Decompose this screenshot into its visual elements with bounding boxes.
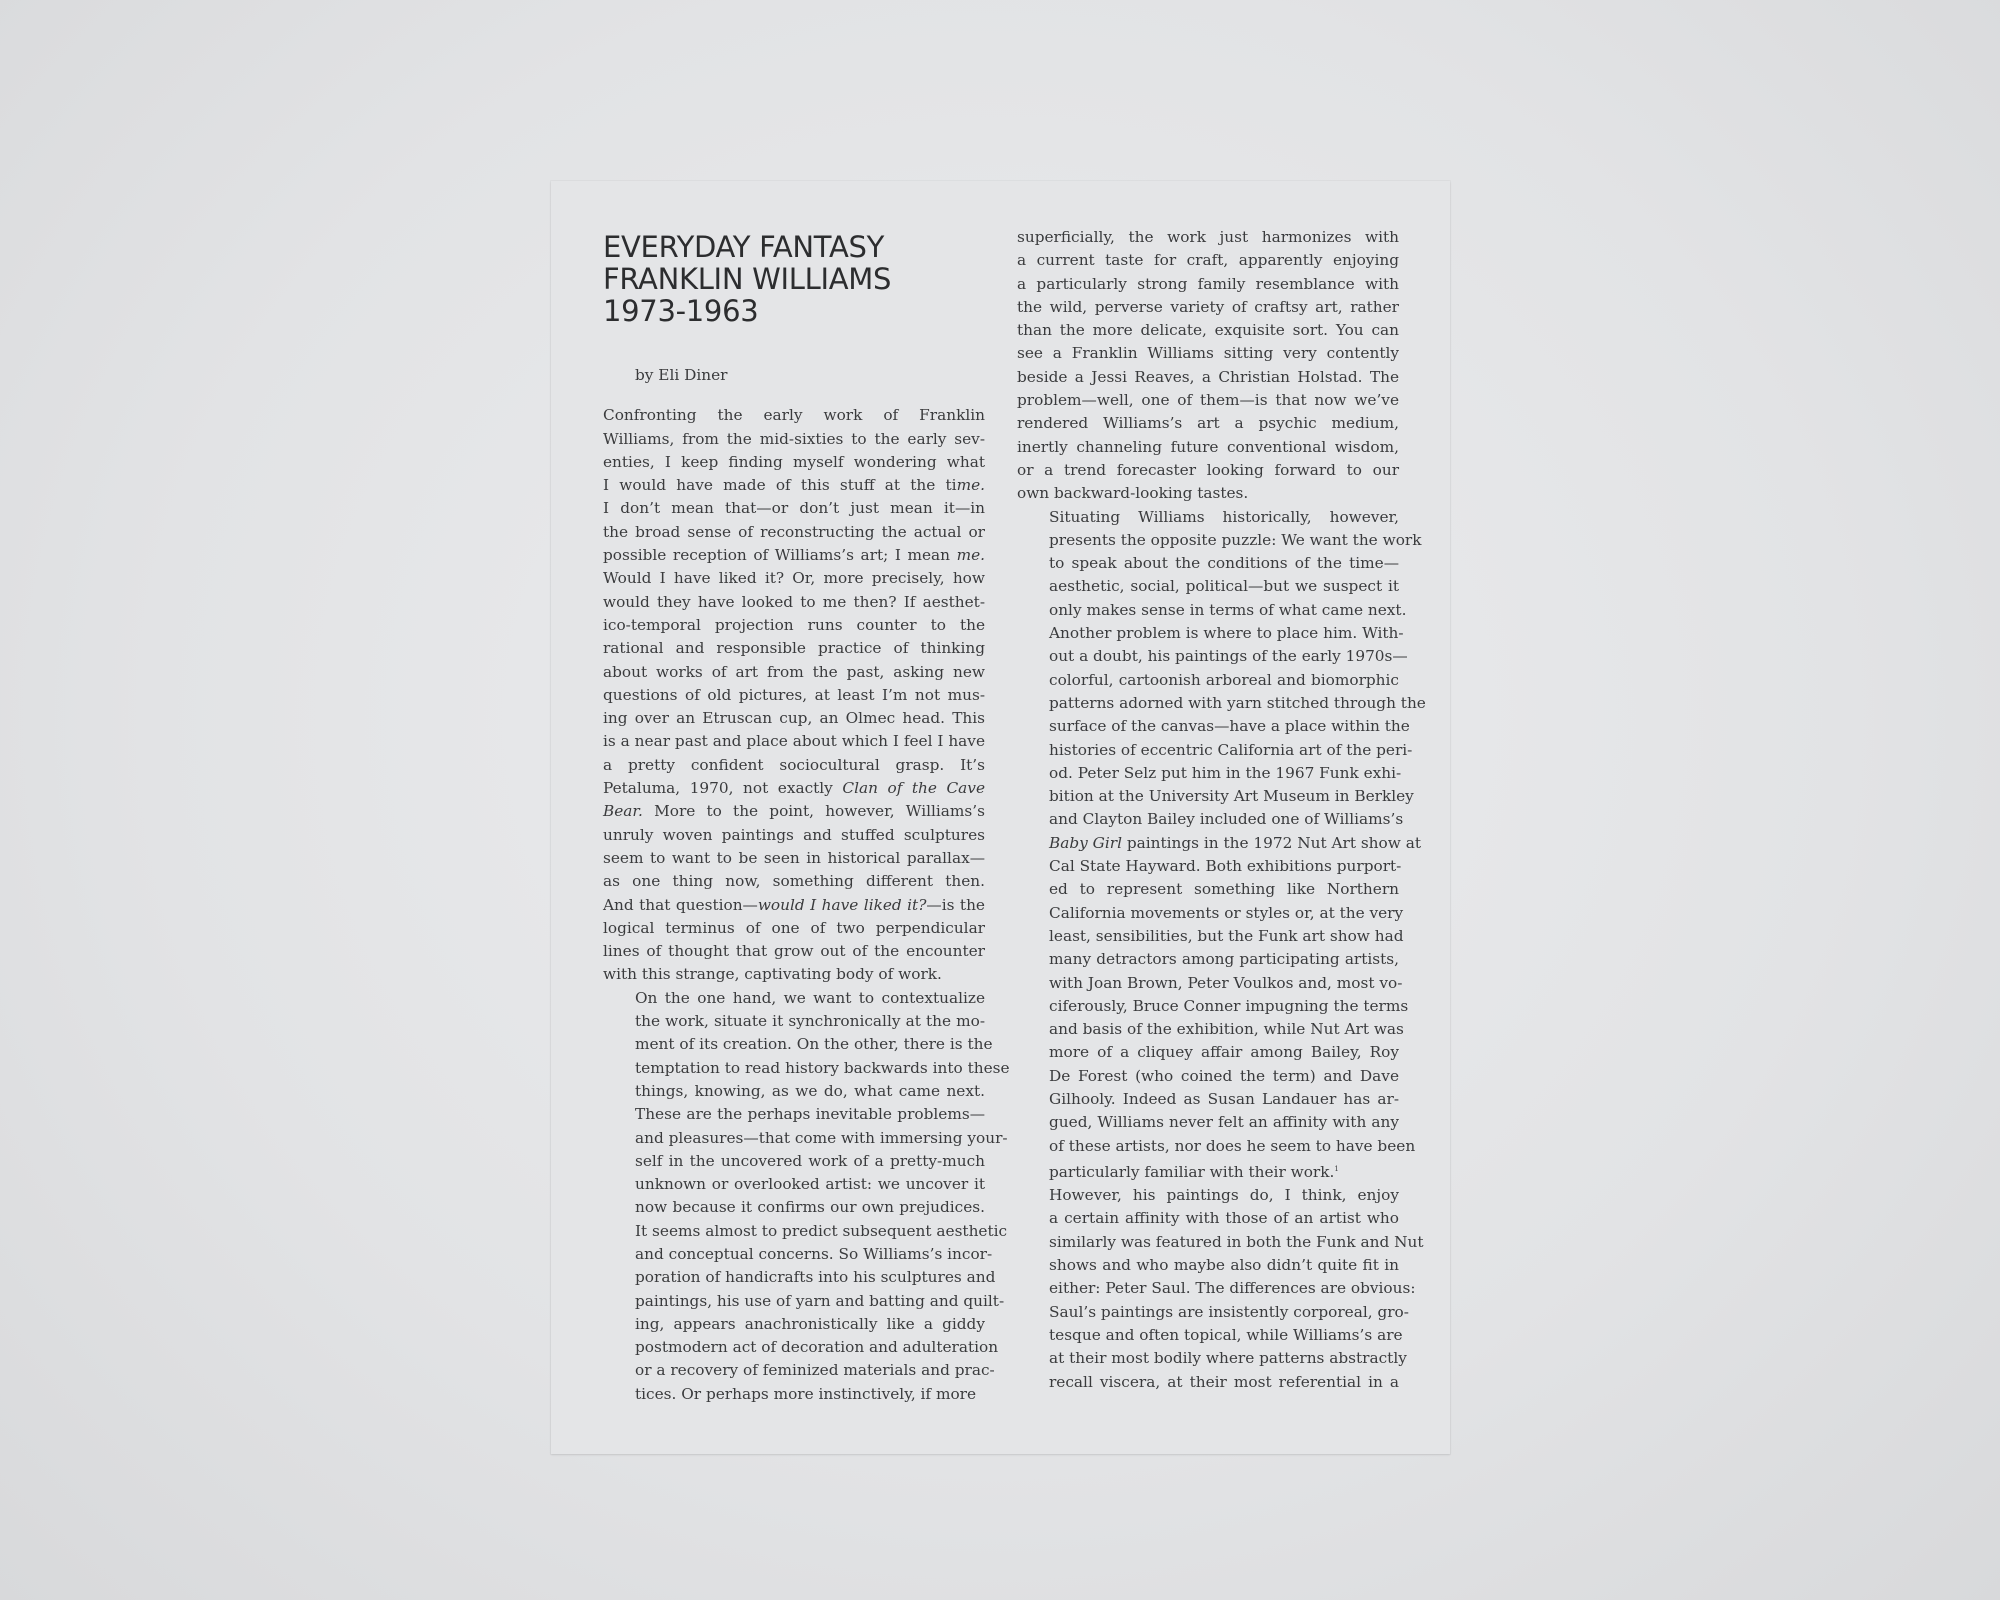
text-line: only makes sense in terms of what came next. <box>1049 600 1407 619</box>
text-line: problem—well, one of them—is that now we’ve <box>1017 391 1399 410</box>
paragraph-5 <box>1017 1184 1424 1394</box>
text-line: than the more delicate, exquisite sort. You can <box>1017 321 1399 340</box>
paragraph-3 <box>1017 226 1399 506</box>
text-line: postmodern act of decoration and adulteration <box>635 1338 999 1357</box>
footnote-marker: 1 <box>1334 1164 1339 1173</box>
text-line: see a Franklin Williams sitting very contently <box>1017 344 1399 363</box>
text-line: temptation to read history backwards into these <box>635 1058 1010 1077</box>
text-line: a pretty confident sociocultural grasp. It’s <box>603 755 985 774</box>
text-line: things, knowing, as we do, what came next. <box>635 1081 985 1100</box>
text-line: a particularly strong family resemblance with <box>1017 274 1399 293</box>
text-line: histories of eccentric California art of the peri- <box>1049 740 1413 759</box>
text-line: and conceptual concerns. So Williams’s incor- <box>635 1244 993 1263</box>
text-line: similarly was featured in both the Funk and Nut <box>1049 1232 1424 1251</box>
text-line: surface of the canvas—have a place within the <box>1049 717 1410 736</box>
text-line: beside a Jessi Reaves, a Christian Holstad. The <box>1017 367 1399 386</box>
text-line: out a doubt, his paintings of the early 1970s— <box>1049 647 1408 666</box>
text-line: Petaluma, 1970, not exactly Clan of the Cave <box>603 779 986 798</box>
text-line: I don’t mean that—or don’t just mean it—in <box>603 499 985 518</box>
text-line: tesque and often topical, while Williams’s are <box>1049 1325 1403 1344</box>
text-line: California movements or styles or, at the very <box>1049 903 1404 922</box>
text-line: rendered Williams’s art a psychic medium, <box>1017 414 1399 433</box>
left-column <box>603 181 1010 1406</box>
text-line: is a near past and place about which I feel I have <box>603 732 985 751</box>
text-line: ment of its creation. On the other, there is the <box>635 1035 993 1054</box>
text-line: particularly familiar with their work.$^1$ <box>1049 1162 1339 1181</box>
text-line: Situating Williams historically, however, <box>1049 507 1399 526</box>
text-line: about works of art from the past, asking new <box>603 662 985 681</box>
text-line: aesthetic, social, political—but we suspect it <box>1049 577 1399 596</box>
text-line: Gilhooly. Indeed as Susan Landauer has ar- <box>1049 1089 1399 1108</box>
text-line: now because it confirms our own prejudices. <box>635 1198 985 1217</box>
text-line: seem to want to be seen in historical parallax— <box>603 848 985 867</box>
text-line: ed to represent something like Northern <box>1049 880 1399 899</box>
text-line: ico-temporal projection runs counter to the <box>603 615 985 634</box>
text-line: tices. Or perhaps more instinctively, if more <box>635 1384 977 1403</box>
text-line: On the one hand, we want to contextualize <box>635 988 985 1007</box>
text-line: unknown or overlooked artist: we uncover it <box>635 1175 985 1194</box>
text-line: recall viscera, at their most referential in a <box>1049 1372 1399 1391</box>
text-line: These are the perhaps inevitable problems— <box>635 1105 985 1124</box>
text-line: to speak about the conditions of the time— <box>1049 554 1399 573</box>
text-line: colorful, cartoonish arboreal and biomorphic <box>1049 670 1399 689</box>
text-line: a current taste for craft, apparently enjoying <box>1017 251 1399 270</box>
text-line: ciferously, Bruce Conner impugning the terms <box>1049 996 1409 1015</box>
text-line: Cal State Hayward. Both exhibitions purport- <box>1049 857 1402 876</box>
article-title <box>603 181 985 327</box>
text-line: as one thing now, something different then. <box>603 872 985 891</box>
printed-page <box>551 181 1450 1454</box>
text-line: I would have made of this stuff at the time. <box>603 476 985 495</box>
text-line: questions of old pictures, at least I’m not mus- <box>603 685 985 704</box>
paragraph-2 <box>603 987 1010 1406</box>
text-line: the work, situate it synchronically at the mo- <box>635 1012 985 1031</box>
text-line: possible reception of Williams’s art; I mean me. <box>603 546 985 565</box>
text-line: or a recovery of feminized materials and prac- <box>635 1361 995 1380</box>
text-line: Bear. More to the point, however, Williams’s <box>603 802 985 821</box>
text-line: presents the opposite puzzle: We want the work <box>1049 530 1422 549</box>
text-line: De Forest (who coined the term) and Dave <box>1049 1066 1399 1085</box>
text-line: gued, Williams never felt an affinity with any <box>1049 1113 1399 1132</box>
text-line: Williams, from the mid-sixties to the early sev- <box>603 429 985 448</box>
text-line: a certain affinity with those of an artist who <box>1049 1209 1399 1228</box>
text-line: the wild, perverse variety of craftsy art, rather <box>1017 297 1399 316</box>
text-line: enties, I keep finding myself wondering what <box>603 452 985 471</box>
text-line: and Clayton Bailey included one of Williams’s <box>1049 810 1404 829</box>
text-line: unruly woven paintings and stuffed sculptures <box>603 825 985 844</box>
paragraph-4 <box>1017 506 1426 1185</box>
text-line: either: Peter Saul. The differences are obvious: <box>1049 1279 1416 1298</box>
byline: by Eli Diner <box>635 366 728 384</box>
text-line: Would I have liked it? Or, more precisely, how <box>603 569 985 588</box>
text-line: patterns adorned with yarn stitched through the <box>1049 693 1426 712</box>
text-line: would they have looked to me then? If aesthet- <box>603 592 985 611</box>
right-column <box>1017 181 1426 1394</box>
text-line: logical terminus of one of two perpendicular <box>603 918 985 937</box>
text-line: superficially, the work just harmonizes with <box>1017 228 1399 246</box>
title-line-1: EVERYDAY FANTASY <box>603 230 885 264</box>
text-line: shows and who maybe also didn’t quite fit in <box>1049 1256 1399 1275</box>
text-line: Another problem is where to place him. With- <box>1049 624 1404 643</box>
text-line: lines of thought that grow out of the encounter <box>603 942 985 961</box>
text-line: least, sensibilities, but the Funk art show had <box>1049 926 1404 945</box>
text-line: or a trend forecaster looking forward to our <box>1017 460 1399 479</box>
text-line: ing, appears anachronistically like a giddy <box>635 1314 985 1333</box>
text-line: inertly channeling future conventional wisdom, <box>1017 437 1399 456</box>
text-line: rational and responsible practice of thinking <box>603 639 985 658</box>
paragraph-1 <box>603 404 985 986</box>
text-line: Baby Girl paintings in the 1972 Nut Art show at <box>1049 833 1421 852</box>
text-line: And that question—would I have liked it?—is the <box>603 895 985 914</box>
title-line-2: FRANKLIN WILLIAMS <box>603 262 892 296</box>
text-line: of these artists, nor does he seem to have been <box>1049 1136 1416 1155</box>
text-line: with this strange, captivating body of work. <box>603 965 942 984</box>
text-line: Saul’s paintings are insistently corporeal, gro- <box>1049 1302 1409 1321</box>
text-line: Confronting the early work of Franklin <box>603 406 985 425</box>
text-line: poration of handicrafts into his sculptures and <box>635 1268 996 1287</box>
title-line-3: 1973-1963 <box>603 294 759 328</box>
text-line: and basis of the exhibition, while Nut Art was <box>1049 1020 1404 1039</box>
text-line: more of a cliquey affair among Bailey, Roy <box>1049 1043 1399 1062</box>
text-line: and pleasures—that come with immersing your- <box>635 1128 1008 1147</box>
text-line: at their most bodily where patterns abstractly <box>1049 1349 1407 1368</box>
text-line: However, his paintings do, I think, enjoy <box>1049 1186 1399 1205</box>
text-line: It seems almost to predict subsequent aesthetic <box>635 1221 1008 1240</box>
text-line: with Joan Brown, Peter Voulkos and, most vo- <box>1049 973 1403 992</box>
text-line: bition at the University Art Museum in Berkley <box>1049 787 1414 806</box>
text-line: ing over an Etruscan cup, an Olmec head. This <box>603 709 985 728</box>
text-line: paintings, his use of yarn and batting and quilt- <box>635 1291 1005 1310</box>
text-line: od. Peter Selz put him in the 1967 Funk exhi- <box>1049 763 1402 782</box>
text-line: own backward-looking tastes. <box>1017 484 1249 503</box>
text-line: self in the uncovered work of a pretty-much <box>635 1151 985 1170</box>
text-line: the broad sense of reconstructing the actual or <box>603 522 985 541</box>
text-line: many detractors among participating artists, <box>1049 950 1399 969</box>
